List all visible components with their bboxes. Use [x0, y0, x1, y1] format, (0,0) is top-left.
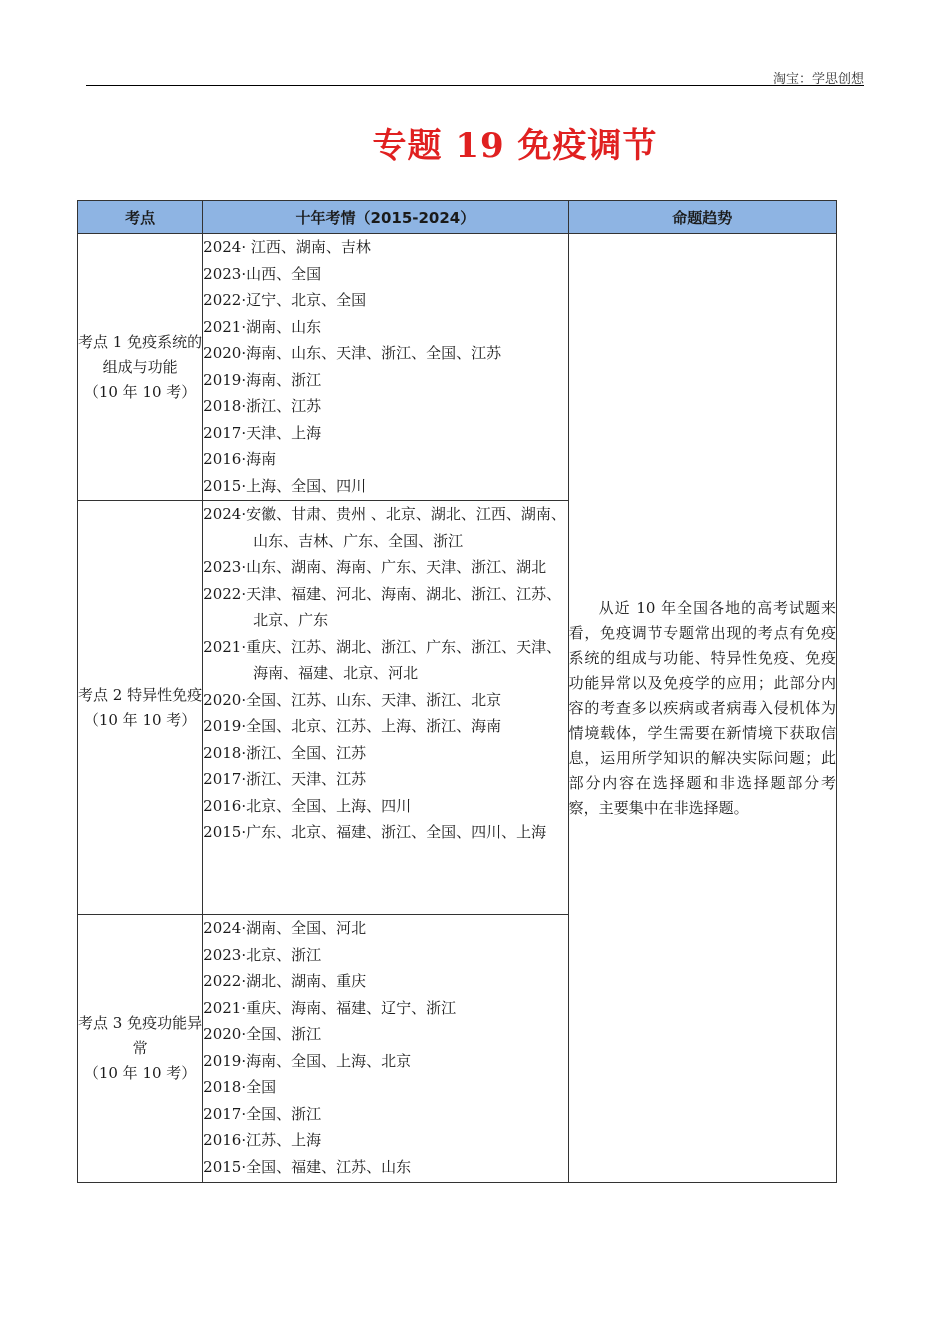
year-entry: 2015·全国、福建、江苏、山东 — [203, 1157, 412, 1176]
header-divider — [86, 85, 864, 86]
topic-count: （10 年 10 考） — [83, 382, 197, 401]
year-entry: 2019·全国、北京、江苏、上海、浙江、海南 — [203, 717, 502, 735]
years-cell — [203, 915, 568, 1183]
year-entry: 2021·重庆、海南、福建、辽宁、浙江 — [203, 998, 457, 1017]
year-entry: 2019·海南、浙江 — [203, 370, 322, 389]
exam-analysis-table — [77, 200, 837, 1183]
year-entry: 2020·全国、江苏、山东、天津、浙江、北京 — [203, 690, 502, 709]
year-entry: 2020·全国、浙江 — [203, 1025, 322, 1043]
years-cell — [203, 501, 568, 915]
year-entry: 2023·山西、全国 — [203, 264, 322, 283]
topic-count: （10 年 10 考） — [83, 1064, 197, 1082]
year-entry: 2017·天津、上海 — [203, 423, 322, 442]
year-entry: 2022·湖北、湖南、重庆 — [203, 972, 367, 990]
year-entry: 2017·全国、浙江 — [203, 1104, 322, 1123]
topic-cell — [78, 234, 203, 501]
year-entry: 2018·浙江、全国、江苏 — [203, 743, 367, 762]
topic-cell — [78, 501, 203, 915]
years-cell — [203, 234, 568, 501]
year-entry: 2016·北京、全国、上海、四川 — [203, 796, 412, 815]
year-entry: 2022·天津、福建、河北、海南、湖北、浙江、江苏、北京、广东 — [203, 584, 562, 629]
year-entry: 2024· 江西、湖南、吉林 — [203, 238, 371, 256]
year-entry: 2018·浙江、江苏 — [203, 397, 322, 415]
year-entry: 2023·北京、浙江 — [203, 945, 322, 964]
year-entry: 2022·辽宁、北京、全国 — [203, 291, 367, 309]
year-entry: 2015·上海、全国、四川 — [203, 476, 367, 495]
topic-cell — [78, 915, 203, 1183]
year-entry: 2019·海南、全国、上海、北京 — [203, 1051, 412, 1070]
table-row — [78, 234, 837, 501]
year-entry: 2016·江苏、上海 — [203, 1131, 322, 1149]
topic-count: （10 年 10 考） — [83, 710, 197, 729]
year-entry: 2018·全国 — [203, 1078, 277, 1096]
topic-name: 考点 2 特异性免疫 — [78, 685, 203, 704]
year-entry: 2024·安徽、甘肃、贵州 、北京、湖北、江西、湖南、山东、吉林、广东、全国、浙江 — [203, 505, 566, 550]
page-title: 专题 19 免疫调节 — [372, 126, 658, 166]
header-trend: 命题趋势 — [568, 201, 836, 234]
header-ten-year: 十年考情（2015-2024） — [203, 201, 568, 234]
year-entry: 2024·湖南、全国、河北 — [203, 919, 367, 937]
year-entry: 2021·重庆、江苏、湖北、浙江、广东、浙江、天津、海南、福建、北京、河北 — [203, 637, 562, 682]
year-entry: 2015·广东、北京、福建、浙江、全国、四川、上海 — [203, 823, 547, 841]
year-entry: 2016·海南 — [203, 450, 277, 468]
topic-name: 考点 1 免疫系统的组成与功能 — [78, 332, 203, 376]
year-entry: 2023·山东、湖南、海南、广东、天津、浙江、湖北 — [203, 558, 547, 576]
trend-cell: 从近 10 年全国各地的高考试题来看，免疫调节专题常出现的考点有免疫系统的组成与功能、特异性免疫、免疫功能异常以及免疫学的应用；此部分内容的考查多以疾病或者病毒入侵机体为情境载体，学生需要在新情境下获取信息，运用所学知识的解决实际问题；此部分内容在选择题和非选择题部分考察，主要集中在非选择题。 — [568, 234, 836, 1183]
topic-name: 考点 3 免疫功能异常 — [78, 1014, 203, 1057]
year-entry: 2017·浙江、天津、江苏 — [203, 770, 367, 788]
year-entry: 2021·湖南、山东 — [203, 317, 322, 336]
table-header-row — [78, 201, 837, 234]
year-entry: 2020·海南、山东、天津、浙江、全国、江苏 — [203, 344, 502, 362]
header-topic: 考点 — [78, 201, 203, 234]
header-shop-note: 淘宝：学思创想 — [772, 72, 864, 87]
